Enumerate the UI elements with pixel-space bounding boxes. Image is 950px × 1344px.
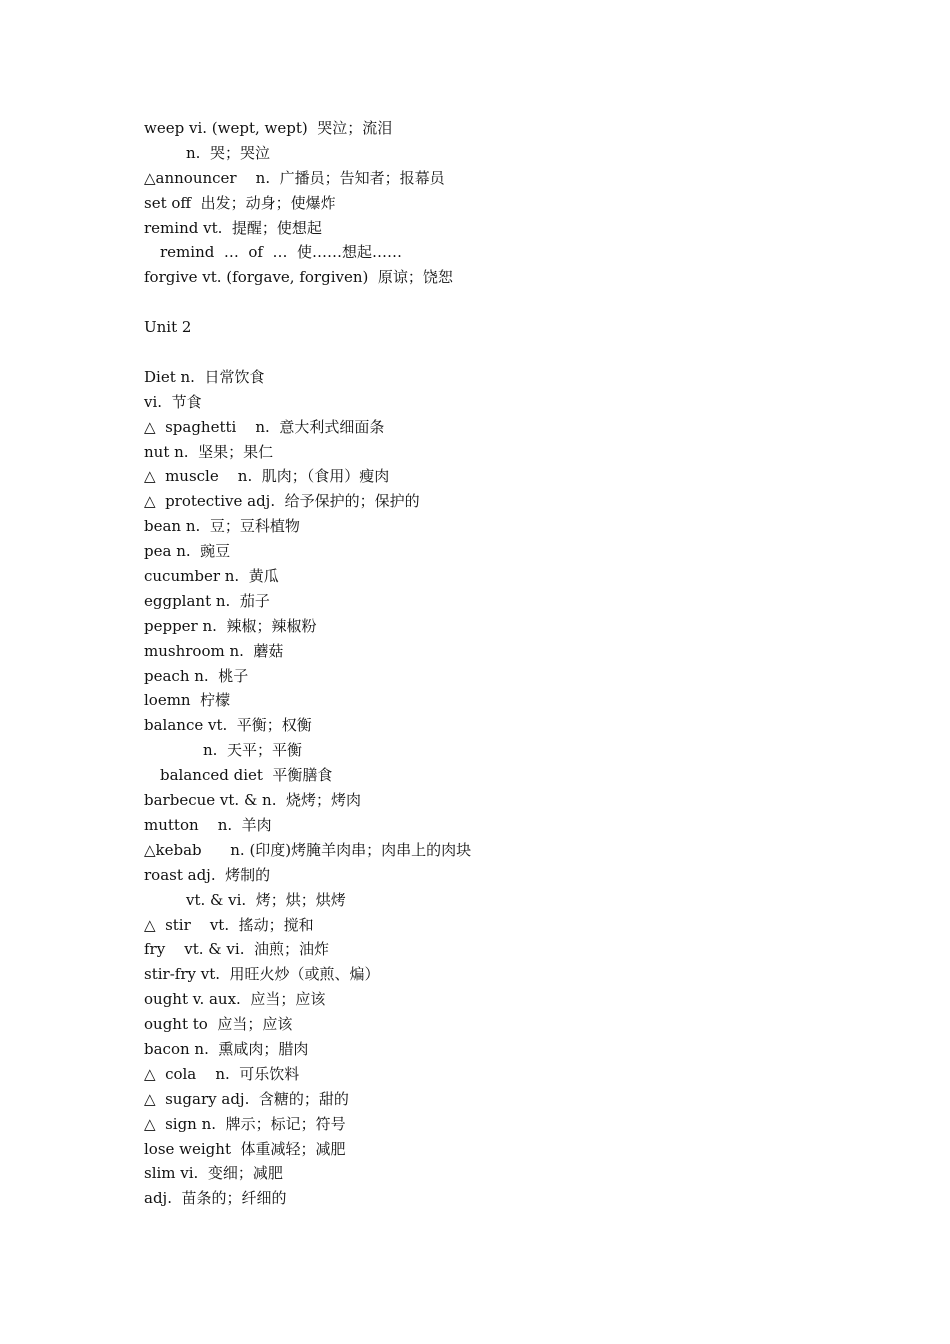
entry-kebab: △kebab n. (印度)烤腌羊肉串；肉串上的肉块 bbox=[144, 840, 472, 859]
entry-eggplant: eggplant n. 茄子 bbox=[144, 591, 270, 610]
entry-peach: peach n. 桃子 bbox=[144, 666, 249, 685]
entry-bean: bean n. 豆；豆科植物 bbox=[144, 517, 300, 536]
entry-cola: △ cola n. 可乐饮料 bbox=[144, 1064, 300, 1083]
entry-roast-verb: vt. & vi. 烤；烘；烘烤 bbox=[186, 890, 346, 909]
entry-set-off: set off 出发；动身；使爆炸 bbox=[144, 193, 336, 212]
entry-remind: remind vt. 提醒；使想起 bbox=[144, 218, 322, 237]
entry-announcer: △announcer n. 广播员；告知者；报幕员 bbox=[144, 168, 445, 187]
entry-diet: Diet n. 日常饮食 bbox=[144, 367, 265, 386]
entry-bacon: bacon n. 熏咸肉；腊肉 bbox=[144, 1039, 309, 1058]
entry-pea: pea n. 豌豆 bbox=[144, 542, 231, 561]
entry-balance-noun: n. 天平；平衡 bbox=[203, 741, 302, 760]
entry-stir: △ stir vt. 搖动；搅和 bbox=[144, 915, 314, 934]
vocabulary-page bbox=[144, 116, 864, 1211]
entry-balance: balance vt. 平衡；权衡 bbox=[144, 716, 312, 735]
entry-remind-of: remind … of … 使……想起…… bbox=[160, 243, 403, 262]
entry-stir-fry: stir-fry vt. 用旺火炒（或煎、煸） bbox=[144, 965, 380, 984]
entry-lemon: loemn 柠檬 bbox=[144, 691, 231, 710]
entry-ought-to: ought to 应当；应该 bbox=[144, 1015, 293, 1034]
spacer bbox=[144, 340, 864, 365]
entry-barbecue: barbecue vt. & n. 烧烤；烤肉 bbox=[144, 791, 362, 810]
entry-forgive: forgive vt. (forgave, forgiven) 原谅；饶恕 bbox=[144, 268, 453, 287]
entry-weep: weep vi. (wept, wept) 哭泣；流泪 bbox=[144, 119, 393, 137]
entry-pepper: pepper n. 辣椒；辣椒粉 bbox=[144, 616, 317, 635]
entry-roast: roast adj. 烤制的 bbox=[144, 865, 271, 884]
entry-mushroom: mushroom n. 蘑菇 bbox=[144, 641, 284, 660]
spacer bbox=[144, 290, 864, 315]
entry-weep-noun: n. 哭；哭泣 bbox=[186, 143, 270, 162]
entry-cucumber: cucumber n. 黄瓜 bbox=[144, 567, 279, 586]
entry-balanced-diet: balanced diet 平衡膳食 bbox=[160, 766, 333, 785]
entry-slim-adj: adj. 苗条的；纤细的 bbox=[144, 1189, 287, 1208]
entry-sign: △ sign n. 牌示；标记；符号 bbox=[144, 1114, 346, 1133]
entry-nut: nut n. 坚果；果仁 bbox=[144, 442, 274, 461]
entry-protective: △ protective adj. 给予保护的；保护的 bbox=[144, 492, 420, 511]
entry-slim: slim vi. 变细；减肥 bbox=[144, 1164, 283, 1183]
entry-diet-verb: vi. 节食 bbox=[144, 392, 202, 411]
entry-muscle: △ muscle n. 肌肉；（食用）瘦肉 bbox=[144, 467, 390, 486]
entry-ought: ought v. aux. 应当；应该 bbox=[144, 990, 326, 1009]
unit-heading: Unit 2 bbox=[144, 318, 192, 337]
entry-fry: fry vt. & vi. 油煎；油炸 bbox=[144, 940, 330, 959]
entry-sugary: △ sugary adj. 含糖的；甜的 bbox=[144, 1089, 349, 1108]
entry-spaghetti: △ spaghetti n. 意大利式细面条 bbox=[144, 417, 385, 436]
entry-mutton: mutton n. 羊肉 bbox=[144, 815, 272, 834]
entry-lose-weight: lose weight 体重减轻；减肥 bbox=[144, 1139, 346, 1158]
